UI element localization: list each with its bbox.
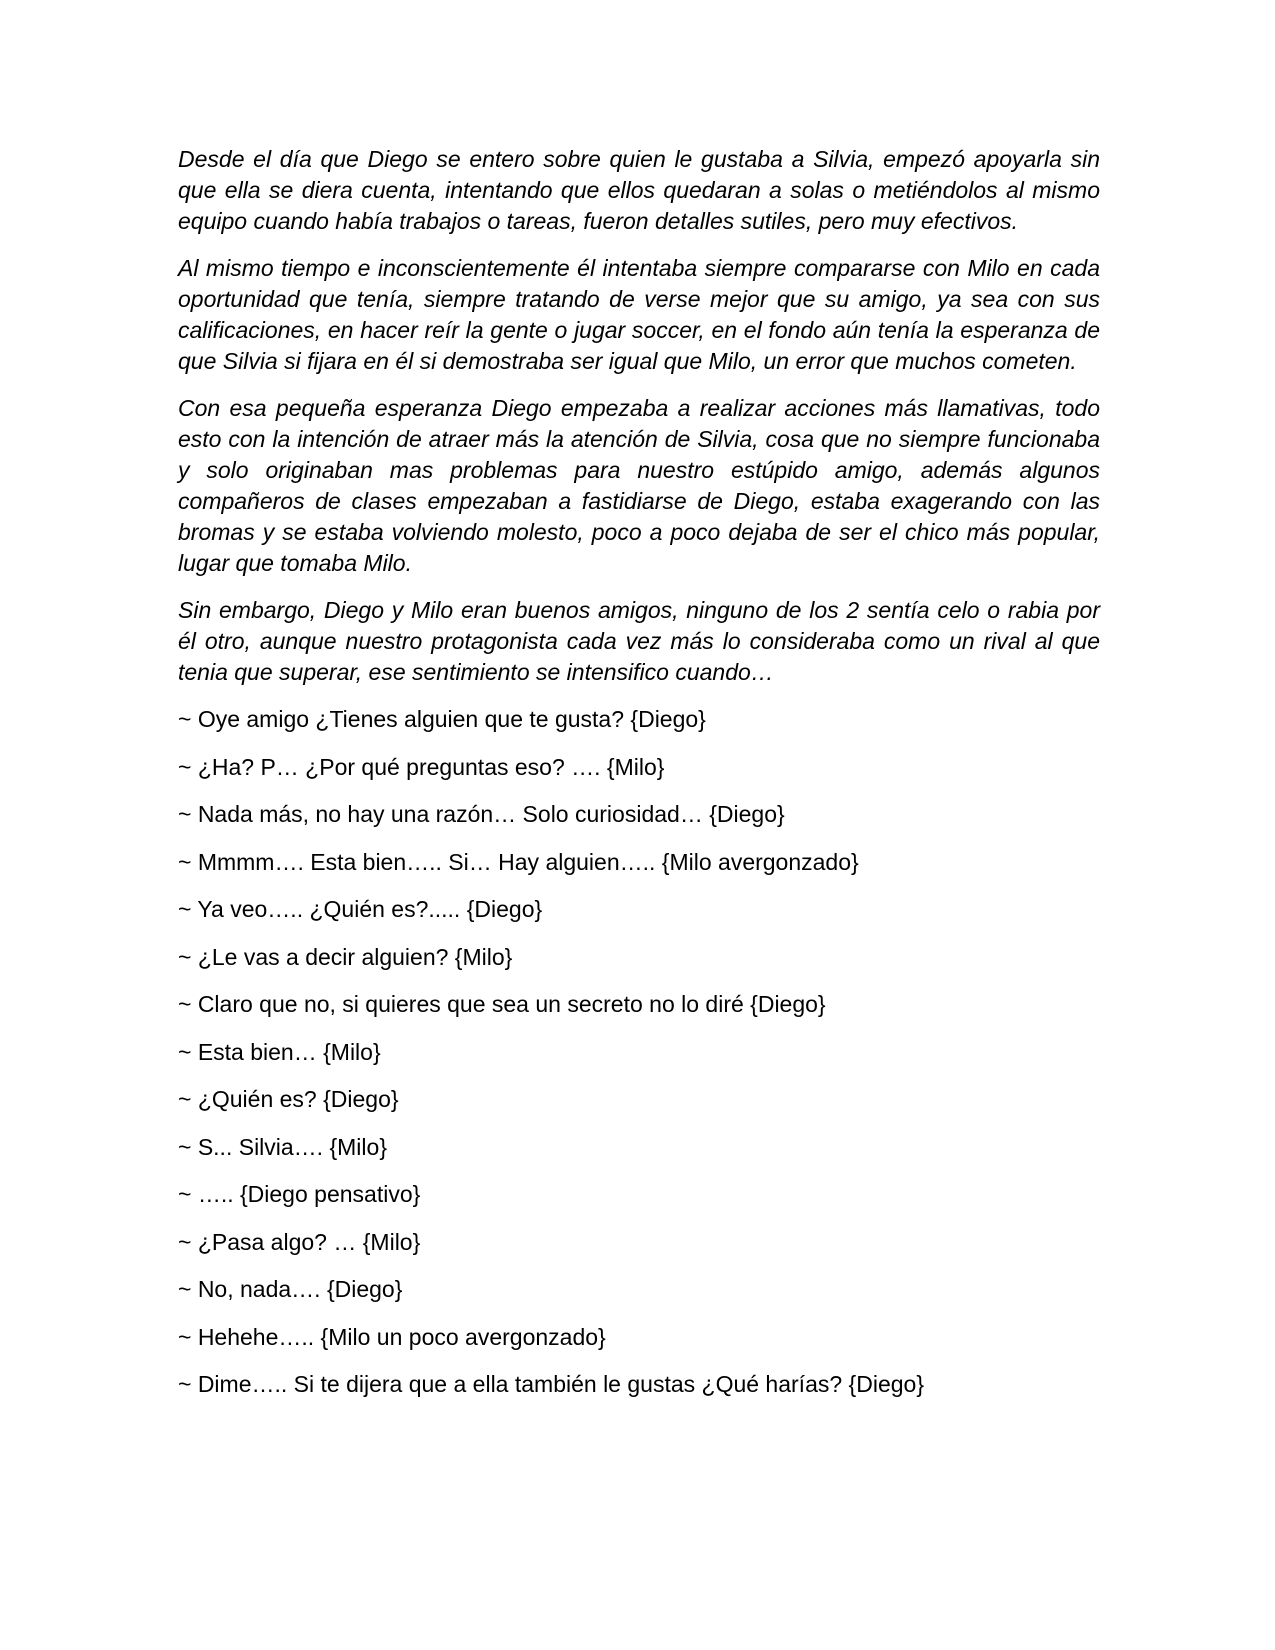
dialogue-line: ~ Oye amigo ¿Tienes alguien que te gusta? {Diego}	[178, 706, 706, 732]
dialogue-section	[178, 704, 1100, 1400]
dialogue-line: ~ Mmmm…. Esta bien….. Si… Hay alguien….. {Milo avergonzado}	[178, 848, 859, 875]
dialogue-line: ~ Claro que no, si quieres que sea un secreto no lo diré {Diego}	[178, 991, 826, 1017]
dialogue-line: ~ S... Silvia…. {Milo}	[178, 1133, 387, 1160]
dialogue-line: ~ Hehehe….. {Milo un poco avergonzado}	[178, 1323, 606, 1350]
dialogue-line: ~ ¿Quién es? {Diego}	[178, 1086, 399, 1112]
dialogue-line: ~ Esta bien… {Milo}	[178, 1038, 381, 1065]
dialogue-line: ~ ….. {Diego pensativo}	[178, 1181, 421, 1207]
narrative-paragraph: Desde el día que Diego se entero sobre quien le gustaba a Silvia, empezó apoyarla sin que ella se diera cuenta, intentando que ellos quedaran a solas o metiéndolos al mismo equipo cuando había trabajos o tareas, fueron detalles sutiles, pero muy efectivos.	[178, 146, 1100, 234]
narrative-paragraph: Al mismo tiempo e inconscientemente él intentaba siempre compararse con Milo en cada oportunidad que tenía, siempre tratando de verse mejor que su amigo, ya sea con sus calificaciones, en hacer reír la gente o jugar soccer, en el fondo aún tenía la esperanza de que Silvia si fijara en él si demostraba ser igual que Milo, un error que muchos cometen.	[178, 255, 1100, 374]
document-page	[178, 144, 1100, 1417]
dialogue-line: ~ ¿Le vas a decir alguien? {Milo}	[178, 943, 513, 970]
dialogue-line: ~ Ya veo….. ¿Quién es?..... {Diego}	[178, 896, 543, 922]
dialogue-line: ~ ¿Pasa algo? … {Milo}	[178, 1228, 421, 1255]
dialogue-line: ~ Dime….. Si te dijera que a ella también le gustas ¿Qué harías? {Diego}	[178, 1371, 924, 1397]
dialogue-line: ~ ¿Ha? P… ¿Por qué preguntas eso? …. {Milo}	[178, 753, 665, 780]
narrative-section	[178, 144, 1100, 688]
dialogue-line: ~ Nada más, no hay una razón… Solo curiosidad… {Diego}	[178, 801, 785, 827]
dialogue-line: ~ No, nada…. {Diego}	[178, 1276, 403, 1302]
narrative-paragraph: Con esa pequeña esperanza Diego empezaba a realizar acciones más llamativas, todo esto con la intención de atraer más la atención de Silvia, cosa que no siempre funcionaba y solo originaban mas problemas para nuestro estúpido amigo, además algunos compañeros de clases empezaban a fastidiarse de Diego, estaba exagerando con las bromas y se estaba volviendo molesto, poco a poco dejaba de ser el chico más popular, lugar que tomaba Milo.	[178, 395, 1100, 576]
narrative-paragraph: Sin embargo, Diego y Milo eran buenos amigos, ninguno de los 2 sentía celo o rabia por él otro, aunque nuestro protagonista cada vez más lo consideraba como un rival al que tenia que superar, ese sentimiento se intensifico cuando…	[178, 597, 1100, 685]
